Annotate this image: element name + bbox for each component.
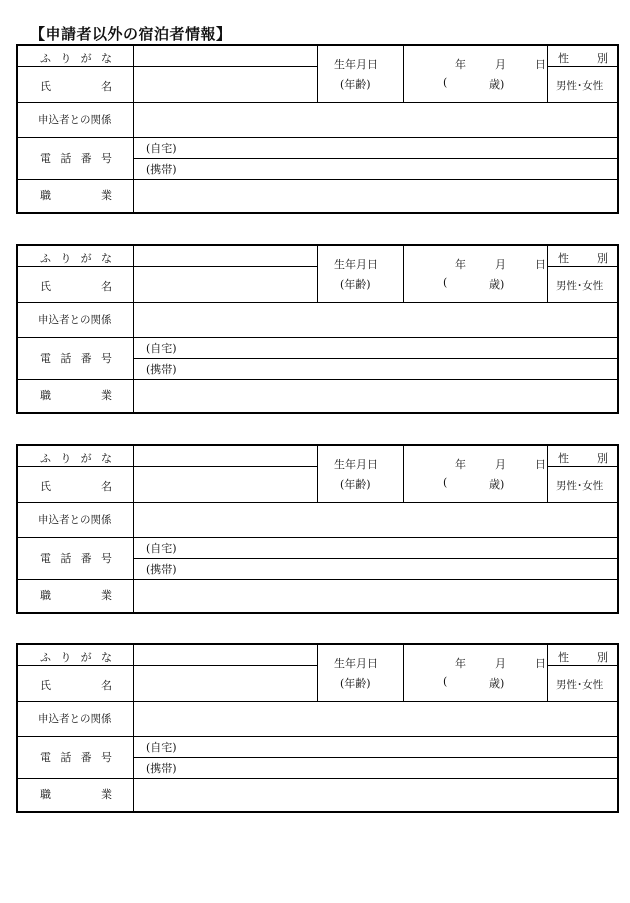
year-label: 年: [455, 458, 466, 471]
occupation-label-char: 業: [101, 389, 112, 402]
age-unit-label: 歳): [489, 478, 505, 491]
age-label: (年齢): [340, 278, 371, 291]
occupation-label-char: 職: [40, 589, 51, 602]
name-label-char: 氏: [40, 280, 51, 293]
name-field[interactable]: [136, 70, 314, 100]
day-label: 日: [535, 258, 546, 271]
furigana-label: [40, 250, 112, 266]
name-label-char: 名: [101, 280, 112, 293]
phone-label-char: 話: [60, 352, 72, 365]
occupation-field[interactable]: [136, 583, 614, 611]
relationship-field[interactable]: [136, 106, 614, 134]
occupation-label-char: 業: [101, 589, 112, 602]
phone-label-char: 番: [80, 352, 92, 365]
year-label: 年: [455, 258, 466, 271]
birthdate-field[interactable]: [406, 448, 544, 500]
occupation-label-char: 職: [40, 389, 51, 402]
furigana-field[interactable]: [136, 448, 314, 465]
name-label-char: 氏: [40, 80, 51, 93]
relationship-field[interactable]: [136, 705, 614, 733]
month-label: 月: [495, 258, 506, 271]
name-label-char: 氏: [40, 480, 51, 493]
mobile-phone-field[interactable]: [188, 360, 614, 377]
occupation-field[interactable]: [136, 782, 614, 810]
home-phone-label: (自宅): [146, 741, 177, 754]
furigana-label-char: が: [80, 52, 92, 65]
lodger-form: [16, 44, 619, 214]
furigana-label-char: な: [100, 252, 112, 265]
day-label: 日: [535, 657, 546, 670]
gender-label: [558, 450, 608, 466]
occupation-label-char: 業: [101, 788, 112, 801]
home-phone-field[interactable]: [188, 539, 614, 556]
relationship-label: 申込者との関係: [38, 114, 112, 126]
furigana-label: [40, 649, 112, 665]
furigana-label-char: り: [60, 651, 72, 664]
relationship-field[interactable]: [136, 506, 614, 534]
mobile-phone-label: (携帯): [146, 363, 177, 376]
gender-options[interactable]: 男性･女性: [556, 679, 604, 691]
age-unit-label: 歳): [489, 677, 505, 690]
occupation-label-char: 職: [40, 189, 51, 202]
home-phone-field[interactable]: [188, 339, 614, 356]
gender-label-char: 性: [558, 452, 569, 465]
occupation-label: [40, 786, 112, 802]
lodger-form: [16, 444, 619, 614]
occupation-field[interactable]: [136, 183, 614, 211]
phone-label-char: 話: [60, 152, 72, 165]
home-phone-field[interactable]: [188, 139, 614, 156]
furigana-label-char: ふ: [40, 252, 51, 265]
furigana-label-char: が: [80, 452, 92, 465]
furigana-field[interactable]: [136, 48, 314, 65]
name-field[interactable]: [136, 270, 314, 300]
gender-label-char: 性: [558, 651, 569, 664]
name-label: [40, 278, 112, 294]
mobile-phone-field[interactable]: [188, 759, 614, 776]
furigana-label-char: な: [100, 52, 112, 65]
name-label-char: 氏: [40, 679, 51, 692]
home-phone-label: (自宅): [146, 542, 177, 555]
furigana-label-char: が: [80, 651, 92, 664]
name-label: [40, 677, 112, 693]
lodger-form: [16, 244, 619, 414]
month-label: 月: [495, 458, 506, 471]
dob-label: 生年月日: [334, 458, 378, 471]
phone-label-char: 号: [100, 751, 112, 764]
gender-label: [558, 50, 608, 66]
phone-label-char: 話: [60, 751, 72, 764]
phone-label-char: 電: [40, 552, 51, 565]
occupation-label: [40, 187, 112, 203]
occupation-field[interactable]: [136, 383, 614, 411]
mobile-phone-label: (携帯): [146, 563, 177, 576]
occupation-label: [40, 387, 112, 403]
mobile-phone-label: (携帯): [146, 163, 177, 176]
occupation-label-char: 業: [101, 189, 112, 202]
occupation-label: [40, 587, 112, 603]
gender-label-char: 性: [558, 252, 569, 265]
furigana-label-char: が: [80, 252, 92, 265]
year-label: 年: [455, 657, 466, 670]
gender-label-char: 性: [558, 52, 569, 65]
mobile-phone-label: (携帯): [146, 762, 177, 775]
phone-label-char: 電: [40, 152, 51, 165]
home-phone-field[interactable]: [188, 738, 614, 755]
name-label-char: 名: [101, 480, 112, 493]
phone-label-char: 番: [80, 152, 92, 165]
name-label: [40, 478, 112, 494]
name-label-char: 名: [101, 80, 112, 93]
furigana-label-char: り: [60, 252, 72, 265]
birthdate-field[interactable]: [406, 248, 544, 300]
gender-label: [558, 649, 608, 665]
age-unit-label: 歳): [489, 278, 505, 291]
phone-label: [40, 350, 112, 366]
mobile-phone-field[interactable]: [188, 160, 614, 177]
age-open-paren: (: [443, 76, 448, 89]
dob-label: 生年月日: [334, 657, 378, 670]
phone-label-char: 話: [60, 552, 72, 565]
phone-label-char: 番: [80, 552, 92, 565]
phone-label: [40, 150, 112, 166]
phone-label-char: 番: [80, 751, 92, 764]
age-open-paren: (: [443, 476, 448, 489]
age-label: (年齢): [340, 478, 371, 491]
phone-label-char: 号: [100, 352, 112, 365]
furigana-label-char: な: [100, 651, 112, 664]
age-label: (年齢): [340, 78, 371, 91]
gender-options[interactable]: 男性･女性: [556, 80, 604, 92]
month-label: 月: [495, 58, 506, 71]
phone-label-char: 号: [100, 152, 112, 165]
year-label: 年: [455, 58, 466, 71]
name-field[interactable]: [136, 669, 314, 699]
home-phone-label: (自宅): [146, 342, 177, 355]
furigana-field[interactable]: [136, 647, 314, 664]
furigana-label: [40, 50, 112, 66]
phone-label-char: 号: [100, 552, 112, 565]
furigana-label-char: ふ: [40, 651, 51, 664]
furigana-label-char: ふ: [40, 452, 51, 465]
gender-label-char: 別: [597, 651, 608, 664]
gender-label-char: 別: [597, 452, 608, 465]
dob-label: 生年月日: [334, 58, 378, 71]
age-open-paren: (: [443, 276, 448, 289]
home-phone-label: (自宅): [146, 142, 177, 155]
gender-label-char: 別: [597, 52, 608, 65]
name-label-char: 名: [101, 679, 112, 692]
phone-label: [40, 749, 112, 765]
relationship-field[interactable]: [136, 306, 614, 334]
phone-label: [40, 550, 112, 566]
mobile-phone-field[interactable]: [188, 560, 614, 577]
form-title: 【申請者以外の宿泊者情報】: [30, 25, 232, 43]
furigana-label: [40, 450, 112, 466]
birthdate-field[interactable]: [406, 647, 544, 699]
name-field[interactable]: [136, 470, 314, 500]
relationship-label: 申込者との関係: [38, 713, 112, 725]
relationship-label: 申込者との関係: [38, 314, 112, 326]
age-unit-label: 歳): [489, 78, 505, 91]
furigana-label-char: り: [60, 52, 72, 65]
dob-label: 生年月日: [334, 258, 378, 271]
birthdate-field[interactable]: [406, 48, 544, 100]
gender-options[interactable]: 男性･女性: [556, 480, 604, 492]
furigana-label-char: ふ: [40, 52, 51, 65]
month-label: 月: [495, 657, 506, 670]
furigana-label-char: な: [100, 452, 112, 465]
gender-options[interactable]: 男性･女性: [556, 280, 604, 292]
phone-label-char: 電: [40, 352, 51, 365]
day-label: 日: [535, 458, 546, 471]
relationship-label: 申込者との関係: [38, 514, 112, 526]
age-label: (年齢): [340, 677, 371, 690]
gender-label: [558, 250, 608, 266]
name-label: [40, 78, 112, 94]
phone-label-char: 電: [40, 751, 51, 764]
lodger-form: [16, 643, 619, 813]
day-label: 日: [535, 58, 546, 71]
age-open-paren: (: [443, 675, 448, 688]
occupation-label-char: 職: [40, 788, 51, 801]
gender-label-char: 別: [597, 252, 608, 265]
furigana-label-char: り: [60, 452, 72, 465]
furigana-field[interactable]: [136, 248, 314, 265]
